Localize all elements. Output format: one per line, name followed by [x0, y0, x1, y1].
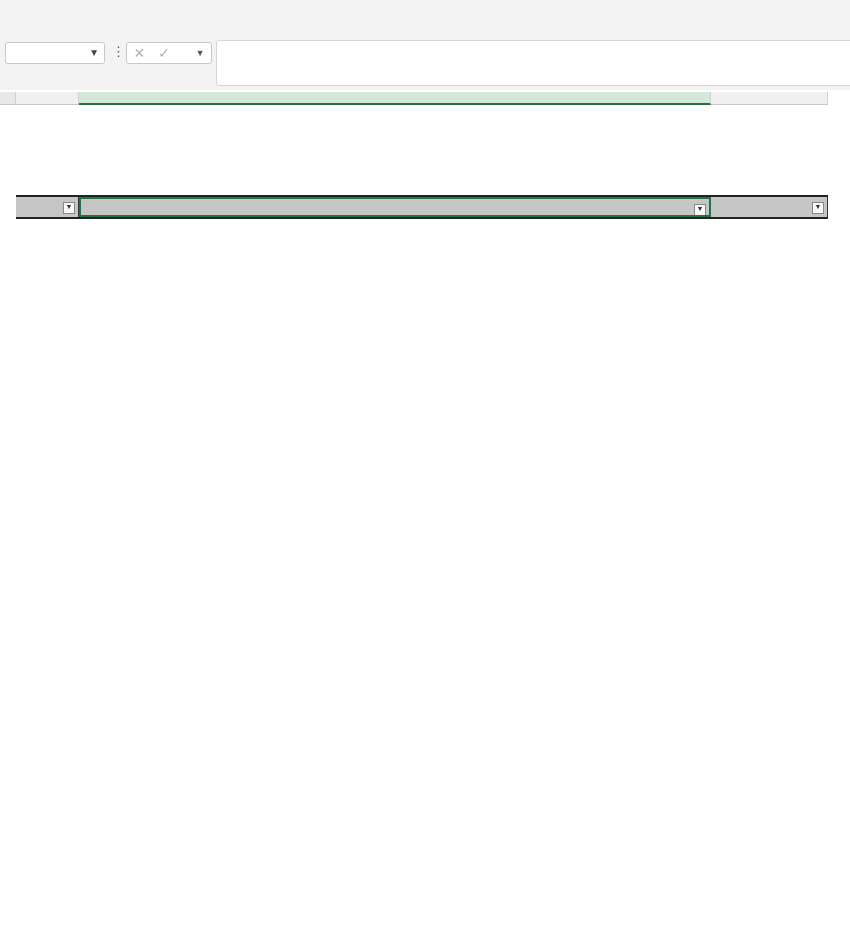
worksheet — [0, 92, 850, 932]
header-cri[interactable] — [16, 197, 79, 217]
filter-dropdown-icon[interactable]: ▼ — [63, 202, 75, 214]
chevron-down-icon[interactable]: ▼ — [195, 48, 205, 58]
header-fuente[interactable] — [79, 197, 711, 217]
filter-dropdown-icon[interactable]: ▼ — [812, 202, 824, 214]
menu-bar — [0, 0, 850, 36]
filter-dropdown-icon[interactable]: ▼ — [694, 204, 706, 216]
header-enero[interactable] — [711, 197, 828, 217]
name-box[interactable] — [5, 42, 105, 64]
column-header-c[interactable] — [711, 92, 828, 105]
chevron-down-icon[interactable]: ▼ — [89, 48, 99, 59]
more-options-icon[interactable]: ⋮ — [112, 44, 125, 59]
formula-bar — [0, 36, 850, 90]
column-header-b[interactable] — [79, 92, 711, 105]
cancel-icon[interactable]: ✕ — [133, 44, 146, 61]
formula-input[interactable] — [216, 40, 850, 86]
formula-controls — [126, 42, 212, 64]
column-header-a[interactable] — [16, 92, 79, 105]
table-header-row — [16, 195, 828, 219]
confirm-icon[interactable]: ✓ — [158, 44, 170, 61]
select-all-button[interactable] — [0, 92, 16, 105]
